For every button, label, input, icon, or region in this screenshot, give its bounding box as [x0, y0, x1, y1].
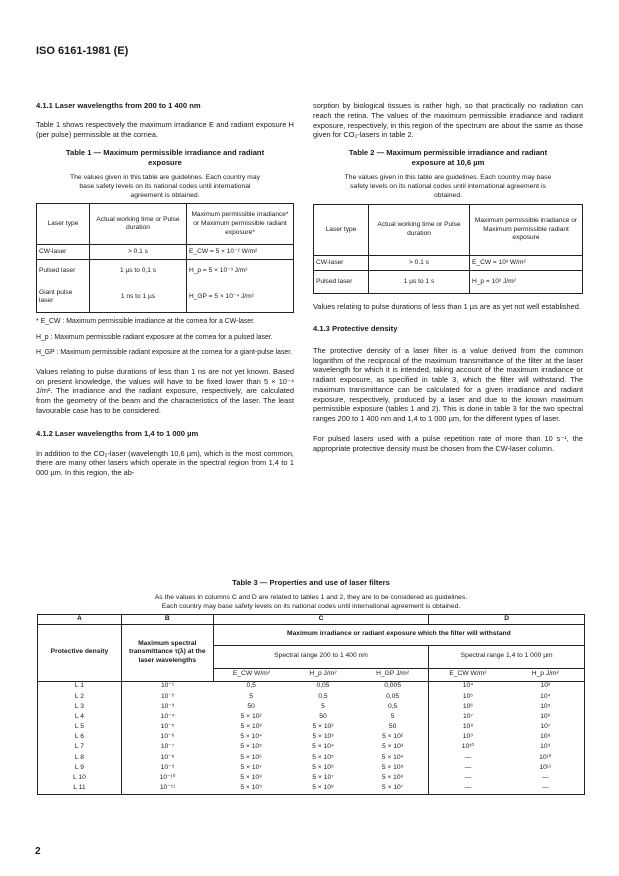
table-3-cell: 5 × 10⁶ — [312, 763, 334, 771]
table-1-cell: H_GP = 5 × 10⁻⁴ J/m² — [189, 293, 254, 301]
table-3-cell: 5 × 10³ — [240, 723, 262, 731]
table-3-cell: 10⁻⁷ — [121, 743, 213, 753]
table-3-cell: 10⁹ — [429, 732, 507, 742]
table-3-block — [37, 578, 585, 795]
table-row — [38, 712, 585, 722]
table-3-cell: L 4 — [74, 712, 84, 720]
table-row — [38, 702, 585, 712]
table-1-head-limit: Maximum permissible irradiance* or Maximum permissible radiant exposure* — [191, 211, 289, 236]
table-3-cell: — — [429, 783, 507, 794]
table-3-cell: 10⁻³ — [121, 702, 213, 712]
table-3-note: As the values in columns C and D are related to tables 1 and 2, they are to be considered as guidelines. — [154, 594, 468, 602]
table-row — [38, 692, 585, 702]
table-3-cell: 0,5 — [387, 702, 398, 710]
table-3-cell: L 11 — [73, 784, 86, 792]
table-1-cell: CW-laser — [37, 245, 90, 260]
table-3-cell: 0,5 — [246, 682, 256, 690]
table-row — [314, 256, 583, 271]
section-4-1-3-paragraph: The protective density of a laser filter is a value derived from the common logarithm of the reciprocal of the maximum transmittance of the filter at the laser wavelength for which it is intended, taking account of the maximum irradiance or radiant exposure, as specified in table 3, which the filter will withstand. The maximum transmittance can be calculated for a given irradiance and radiant exposure, respectively, produced by a laser and due to the known maximum permissible exposure (tables 1 and 2). This is done in table 3 for the two spectral ranges 200 to 1 400 nm and 1,4 to 1 000 µm, for the different types of laser. — [313, 345, 583, 424]
table-3-cell: 5 — [390, 712, 395, 720]
table-3-cell: 0,05 — [316, 682, 330, 690]
table-3-cell: 10⁻¹ — [121, 681, 213, 692]
table-1 — [36, 203, 294, 313]
table-3-cell: L 2 — [74, 692, 84, 700]
table-2-cell: CW-laser — [314, 256, 369, 271]
table-row — [38, 722, 585, 732]
table-3-range-d: Spectral range 1,4 to 1 000 µm — [429, 645, 585, 668]
table-1-cell: Pulsed laser — [37, 260, 90, 283]
table-3-cell: 5 × 10³ — [382, 743, 404, 751]
table-row — [38, 743, 585, 753]
table-3-cell: L 6 — [74, 733, 84, 741]
table-1-note: The values given in this table are guidelines. Each country may base safety levels on its national codes until international agreement is obtained. — [69, 173, 261, 199]
table-3-range-c: Spectral range 200 to 1 400 nm — [213, 645, 429, 668]
table-1-cell: > 0.1 s — [90, 245, 187, 260]
table-3-cell: L 9 — [74, 763, 84, 771]
table-3-note: Each country may base safety levels on its national codes until international agreement is obtained. — [161, 602, 461, 610]
table-3-cell: 5 — [321, 702, 325, 710]
table-1-cell: 1 ns to 1 µs — [90, 282, 187, 313]
table-3-cell: — — [429, 773, 507, 783]
unit-label: E_CW W/m² — [429, 668, 507, 681]
table-3-cell: 5 × 10⁸ — [312, 784, 334, 792]
table-3-cell: 10⁻² — [121, 692, 213, 702]
column-letter: A — [77, 614, 82, 622]
table-1-cell: 1 µs to 0,1 s — [90, 260, 187, 283]
section-4-1-2-paragraph: In addition to the CO₂-laser (wavelength 10,6 µm), which is the most common, there are many other lasers which operate in the spectral region from 1,4 to 1 000 µm. In this region, the ab- — [36, 448, 294, 478]
table-3-cell: 5 × 10⁶ — [240, 753, 262, 761]
table-3-cell: 5 × 10⁵ — [240, 743, 262, 751]
table-3-cell: 10⁻⁴ — [121, 712, 213, 722]
table-3-head-density: Protective density — [38, 624, 122, 681]
limits-paragraph: Values relating to pulse durations of less than 1 ns are not yet known. Based on present knowledge, the values will have to be fixed lower than 5 × 10⁻⁴ J/m². The irradiance and the radiant exposure, respectively, are calculated from the geometry of the beam and the characteristics of the laser. The least favourable case has to be considered. — [36, 366, 294, 415]
section-4-1-2-heading: 4.1.2 Laser wavelengths from 1,4 to 1 000 µm — [36, 428, 199, 438]
table-row — [38, 753, 585, 763]
table-row — [38, 732, 585, 742]
section-4-1-1-paragraph: Table 1 shows respectively the maximum irradiance E and radiant exposure H (per pulse) permissible at the cornea. — [36, 120, 294, 139]
table-2-note: The values given in this table are guidelines. Each country may base safety levels on its national codes until international agreement is obtained. — [344, 174, 552, 200]
right-column — [313, 101, 583, 453]
table-3-cell: L 5 — [74, 723, 84, 731]
section-4-1-3-heading: 4.1.3 Protective density — [313, 323, 398, 333]
table-3-cell: 5 × 10⁶ — [381, 774, 404, 782]
table-3-cell: 10⁻¹¹ — [121, 783, 213, 794]
unit-label: H_GP J/m² — [357, 668, 429, 681]
table-3-cell: 5 × 10² — [382, 733, 404, 741]
table-3-head-transmittance: Maximum spectral transmittance τ(λ) at the laser wavelengths — [121, 624, 213, 681]
page-number: 2 — [35, 846, 41, 857]
table-2-head-limit: Maximum permissible irradiance or Maximum permissible radiant exposure — [474, 216, 578, 242]
table-3-cell: 10⁶ — [429, 702, 507, 712]
table-3-cell: 5 × 10⁷ — [312, 774, 334, 782]
table-3-caption: Table 3 — Properties and use of laser filters — [232, 578, 390, 587]
table-1-footnote: H_p : Maximum permissible radiant exposure at the cornea for a pulsed laser. — [36, 333, 273, 341]
table-3-cell: 5 × 10² — [240, 712, 262, 720]
table-3-cell: L 7 — [74, 743, 84, 751]
table-3-cell: 50 — [319, 712, 327, 720]
table-3-cell: L 10 — [73, 774, 86, 782]
absorption-paragraph: sorption by biological tissues is rather high, so that practically no radiation can reach the retina. The values of the maximum permissible irradiance and radiant exposure, respectively, in this region of the spectrum are about the same as those given for CO₂-lasers in table 2. — [313, 101, 583, 140]
table-row — [38, 763, 585, 773]
table-3-cell: 5 × 10⁷ — [240, 763, 262, 771]
unit-label: H_p J/m² — [289, 668, 357, 681]
table-row — [38, 681, 585, 692]
unit-label: E_CW W/m² — [213, 668, 289, 681]
table-2-cell: 1 µs to 1 s — [369, 271, 470, 294]
table-3-cell: — — [429, 753, 507, 763]
table-3-cell: 5 × 10² — [312, 723, 334, 731]
table-3-cell: 10⁻⁹ — [121, 763, 213, 773]
table-3-cell: 5 × 10⁵ — [312, 753, 334, 761]
unit-label: H_p J/m² — [507, 668, 585, 681]
table-3-cell: 10⁴ — [429, 681, 507, 692]
table-2-caption: Table 2 — Maximum permissible irradiance and radiant exposure at 10,6 µm — [348, 148, 548, 168]
table-2-cell: H_p = 10² J/m² — [472, 277, 516, 285]
table-1-cell: H_p = 5 × 10⁻³ J/m² — [189, 267, 248, 275]
table-3-cell: 50 — [247, 702, 255, 710]
table-3-cell: 10⁵ — [429, 692, 507, 702]
table-row — [38, 773, 585, 783]
table-3-cell: 10⁵ — [540, 702, 551, 710]
table-3-cell: 5 × 10⁷ — [382, 784, 404, 792]
table-1-footnote: * E_CW : Maximum permissible irradiance at the cornea for a CW-laser. — [36, 318, 255, 326]
column-letter: D — [429, 614, 585, 624]
table-3-cell: 10⁹ — [540, 743, 551, 751]
table-2-cell: > 0.1 s — [369, 256, 470, 271]
table-3-cell: 10³ — [540, 682, 551, 690]
table-3-cell: 5 × 10³ — [312, 733, 334, 741]
table-1-head-time: Actual working time or Pulse duration — [90, 204, 187, 245]
table-3-cell: 5 × 10⁵ — [381, 763, 404, 771]
table-3-cell: 10⁸ — [429, 722, 507, 732]
column-letter: C — [213, 614, 429, 624]
table-3-cell: 0,5 — [318, 692, 328, 700]
table-3-cell: — — [541, 774, 549, 782]
table-3-cell: 10⁷ — [540, 723, 551, 731]
table-1-footnote: H_GP : Maximum permissible radiant exposure at the cornea for a giant-pulse laser. — [36, 348, 293, 356]
table-3-cell: L 3 — [74, 702, 84, 710]
table-3-cell: 10⁷ — [429, 712, 507, 722]
table-row — [37, 260, 294, 283]
table-1-head-type: Laser type — [37, 204, 90, 245]
table-3-head-withstand: Maximum irradiance or radiant exposure which the filter will withstand — [213, 624, 584, 645]
table-2 — [313, 204, 583, 294]
table-3-cell: 5 × 10⁴ — [240, 733, 262, 741]
table-2-head-type: Laser type — [314, 205, 369, 256]
table-2-cell: E_CW = 10³ W/m² — [472, 258, 526, 266]
table-3-cell: 10⁴ — [540, 692, 551, 700]
pulse-duration-paragraph: Values relating to pulse durations of less than 1 µs are as yet not well established. — [313, 302, 581, 311]
table-1-caption: Table 1 — Maximum permissible irradiance and radiant exposure — [65, 147, 265, 167]
table-3-cell: — — [429, 763, 507, 773]
table-3-cell: 10¹⁰ — [539, 753, 552, 761]
table-3-cell: — — [541, 784, 549, 792]
table-3-cell: 5 × 10⁹ — [240, 784, 262, 792]
table-3-cell: 10⁸ — [540, 733, 551, 741]
table-3-cell: 10⁻⁵ — [121, 722, 213, 732]
pulsed-lasers-paragraph: For pulsed lasers used with a pulse repetition rate of more than 10 s⁻¹, the appropriate protective density must be chosen from the CW-laser column. — [313, 433, 583, 453]
table-2-cell: Pulsed laser — [314, 271, 369, 294]
table-3 — [37, 614, 585, 795]
table-1-cell: E_CW = 5 × 10⁻² W/m² — [189, 248, 258, 256]
table-3-cell: 10¹¹ — [539, 763, 552, 771]
table-3-cell: 5 × 10⁴ — [312, 743, 334, 751]
column-letter: B — [121, 614, 213, 624]
table-3-cell: 0,05 — [386, 692, 400, 700]
table-1-cell: Giant pulse laser — [37, 282, 90, 313]
table-3-cell: 5 — [249, 692, 254, 700]
table-3-cell: 0,005 — [384, 682, 401, 690]
table-3-cell: 10⁻¹⁰ — [121, 773, 213, 783]
table-3-cell: 10⁻⁶ — [121, 732, 213, 742]
table-3-cell: 5 × 10⁸ — [240, 774, 262, 782]
table-3-cell: 10⁶ — [540, 712, 551, 720]
section-4-1-1-heading: 4.1.1 Laser wavelengths from 200 to 1 400 nm — [36, 101, 201, 110]
document-header: ISO 6161-1981 (E) — [36, 45, 129, 57]
table-3-cell: 10⁻⁸ — [121, 753, 213, 763]
table-row — [314, 271, 583, 294]
table-row — [37, 245, 294, 260]
table-3-cell: L 8 — [74, 753, 84, 761]
table-row — [38, 783, 585, 794]
table-3-cell: L 1 — [74, 682, 84, 690]
table-row — [37, 282, 294, 313]
table-2-head-time: Actual working time or Pulse duration — [369, 205, 470, 256]
table-3-cell: 10¹⁰ — [429, 743, 507, 753]
table-3-cell: 5 × 10⁴ — [381, 753, 404, 761]
table-3-cell: 50 — [388, 723, 397, 731]
left-column — [36, 101, 294, 478]
